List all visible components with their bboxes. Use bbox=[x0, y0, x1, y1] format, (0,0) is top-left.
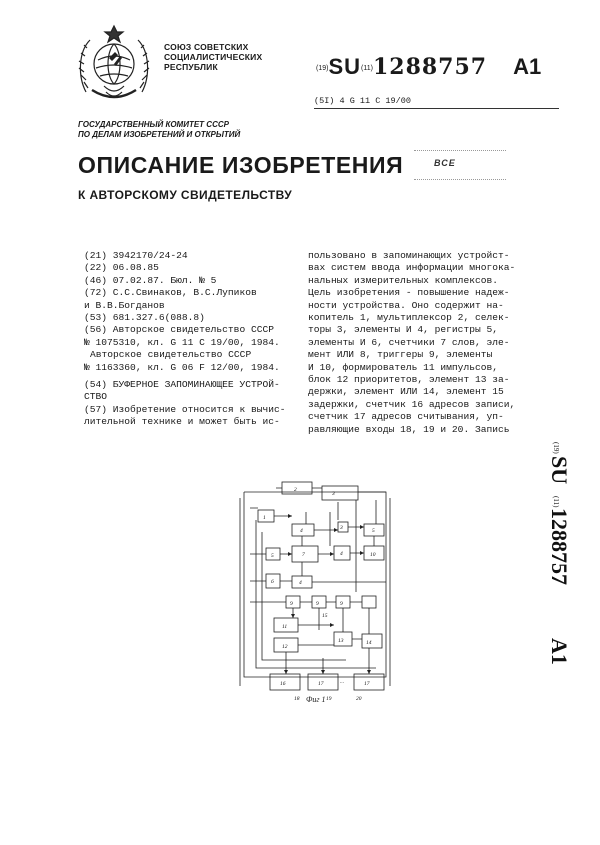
abstract-line: СТВО bbox=[84, 391, 108, 403]
abstract-line: (54) БУФЕРНОЕ ЗАПОМИНАЮЩЕЕ УСТРОЙ- bbox=[84, 379, 280, 390]
biblio-line: и В.В.Богданов bbox=[84, 299, 165, 311]
fig-label: 4 bbox=[300, 528, 303, 534]
union-line-2: СОЦИАЛИСТИЧЕСКИХ bbox=[164, 52, 263, 62]
side-country: SU bbox=[547, 456, 572, 485]
union-line-3: РЕСПУБЛИК bbox=[164, 62, 218, 72]
abstract-line: нальных измерительных комплексов. bbox=[308, 274, 498, 286]
fig-label: 7 bbox=[302, 552, 305, 558]
biblio-line: № 1075310, кл. G 11 C 19/00, 1984. bbox=[84, 336, 280, 348]
side-code-11: (11) bbox=[552, 496, 560, 508]
committee-line-1: ГОСУДАРСТВЕННЫЙ КОМИТЕТ СССР bbox=[78, 120, 229, 129]
fig-label: 9 bbox=[316, 601, 319, 607]
library-stamp-text: ВСЕ bbox=[434, 158, 456, 168]
document-subtitle: К АВТОРСКОМУ СВИДЕТЕЛЬСТВУ bbox=[78, 188, 293, 202]
ipc-classification: (5I) 4 G 11 C 19/00 bbox=[314, 96, 411, 106]
fig-label: 20 bbox=[356, 696, 362, 702]
fig-label: 12 bbox=[282, 644, 288, 650]
fig-label: 15 bbox=[322, 613, 328, 619]
bibliographic-data bbox=[84, 250, 280, 374]
abstract-line: мент ИЛИ 8, триггеры 9, элементы bbox=[308, 349, 493, 361]
abstract-line: торы 3, элементы И 4, регистры 5, bbox=[308, 324, 498, 336]
fig-label: 16 bbox=[280, 681, 286, 687]
abstract-left bbox=[84, 379, 286, 429]
side-patent-number: 1288757 bbox=[547, 508, 572, 585]
abstract-right bbox=[308, 250, 515, 436]
abstract-line: копитель 1, мультиплексор 2, селек- bbox=[308, 312, 510, 324]
document-title: ОПИСАНИЕ ИЗОБРЕТЕНИЯ bbox=[78, 152, 404, 178]
block-diagram bbox=[236, 472, 396, 702]
fig-label: 1 bbox=[263, 515, 266, 521]
biblio-line: (56) Авторское свидетельство СССР bbox=[84, 324, 274, 336]
fig-label: 3 bbox=[332, 491, 335, 497]
code-19: (19) bbox=[316, 65, 329, 72]
kind-code: A1 bbox=[513, 54, 542, 79]
ussr-emblem bbox=[76, 22, 152, 104]
patent-number: 1288757 bbox=[372, 54, 488, 80]
block-trigger-1 bbox=[286, 596, 300, 608]
library-stamp bbox=[414, 150, 506, 180]
fig-label: 3 bbox=[340, 525, 343, 531]
fig-label: 2 bbox=[294, 487, 297, 493]
figure-caption: Фиг 1 bbox=[306, 695, 326, 704]
fig-label: 6 bbox=[271, 579, 274, 585]
fig-label: 9 bbox=[340, 601, 343, 607]
biblio-line: (22) 06.08.85 bbox=[84, 262, 159, 274]
block-counter bbox=[292, 546, 318, 562]
block-flag bbox=[292, 576, 312, 588]
document-number bbox=[316, 54, 541, 80]
abstract-line: вах систем ввода информации многока- bbox=[308, 262, 516, 274]
block-and bbox=[292, 524, 314, 536]
header-divider bbox=[314, 108, 559, 109]
fig-label: 4 bbox=[340, 551, 343, 557]
fig-label: 14 bbox=[366, 640, 372, 646]
side-kind-code: A1 bbox=[547, 638, 572, 665]
block-trigger-2 bbox=[312, 596, 326, 608]
fig-label: 17 bbox=[364, 681, 370, 687]
fig-label: 13 bbox=[338, 638, 344, 644]
abstract-line: держки, элемент ИЛИ 14, элемент 15 bbox=[308, 386, 504, 398]
abstract-line: (57) Изобретение относится к вычис- bbox=[84, 403, 286, 415]
union-line-1: СОЮЗ СОВЕТСКИХ bbox=[164, 42, 249, 52]
committee bbox=[78, 120, 240, 140]
abstract-line: счетчик 17 адресов считывания, уп- bbox=[308, 411, 504, 423]
fig-label: 4 bbox=[299, 580, 302, 586]
abstract-line: равляющие входы 18, 19 и 20. Запись bbox=[308, 423, 510, 435]
biblio-line: № 1163360, кл. G 06 F 12/00, 1984. bbox=[84, 361, 280, 373]
fig-label: ... bbox=[340, 679, 345, 685]
biblio-line: (46) 07.02.87. Бюл. № 5 bbox=[84, 274, 217, 286]
block-trigger-4 bbox=[362, 596, 376, 608]
fig-label: 17 bbox=[318, 681, 324, 687]
biblio-line: Авторское свидетельство СССР bbox=[90, 349, 252, 361]
abstract-line: ности устройства. Оно содержит на- bbox=[308, 299, 504, 311]
abstract-line: пользовано в запоминающих устройст- bbox=[308, 250, 510, 261]
abstract-line: элементы И 6, счетчики 7 слов, эле- bbox=[308, 336, 510, 348]
union-name bbox=[164, 42, 262, 72]
fig-label: 11 bbox=[282, 624, 288, 630]
fig-label: 5 bbox=[372, 528, 375, 534]
block-trigger-3 bbox=[336, 596, 350, 608]
abstract-line: Цель изобретения - повышение надеж- bbox=[308, 287, 510, 299]
side-code-19: (19) bbox=[552, 442, 560, 454]
fig-label: 9 bbox=[290, 601, 293, 607]
fig-label: 5 bbox=[271, 553, 274, 559]
block-selector bbox=[258, 510, 274, 522]
vertical-patent-mark bbox=[542, 440, 582, 680]
abstract-line: блок 12 приоритетов, элемент 13 за- bbox=[308, 374, 510, 386]
biblio-line: (21) 3942170/24-24 bbox=[84, 250, 188, 261]
block-storage bbox=[322, 486, 358, 500]
fig-label: 10 bbox=[370, 552, 376, 558]
abstract-line: И 10, формирователь 11 импульсов, bbox=[308, 361, 498, 373]
biblio-line: (72) С.С.Свинаков, В.С.Лупиков bbox=[84, 287, 257, 299]
abstract-line: задержки, счетчик 16 адресов записи, bbox=[308, 398, 516, 410]
committee-line-2: ПО ДЕЛАМ ИЗОБРЕТЕНИЙ И ОТКРЫТИЙ bbox=[78, 130, 241, 139]
country-code: SU bbox=[328, 54, 362, 79]
abstract-line: лительной технике и может быть ис- bbox=[84, 416, 280, 428]
biblio-line: (53) 681.327.6(088.8) bbox=[84, 312, 205, 324]
fig-label: 19 bbox=[326, 696, 332, 702]
block-or-14 bbox=[362, 634, 382, 648]
code-11: (11) bbox=[361, 65, 373, 72]
fig-label: 18 bbox=[294, 696, 300, 702]
